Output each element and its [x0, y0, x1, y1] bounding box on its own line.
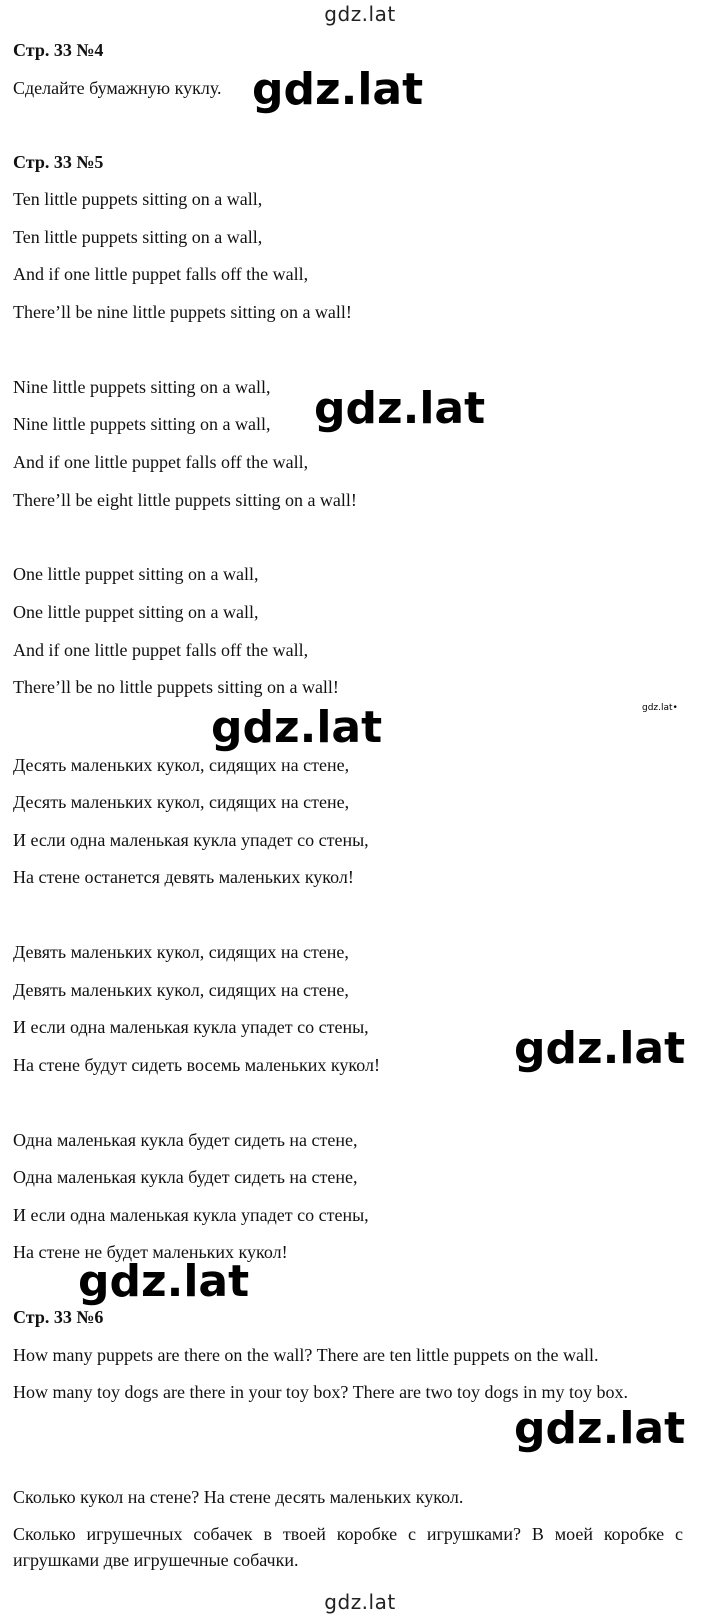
- poem-line: Ten little puppets sitting on a wall,: [13, 189, 263, 209]
- poem-line: There’ll be nine little puppets sitting on a wall!: [13, 302, 352, 322]
- task4-text: Сделайте бумажную куклу.: [13, 78, 222, 98]
- poem-line: На стене будут сидеть восемь маленьких кукол!: [13, 1055, 380, 1075]
- poem-line: And if one little puppet falls off the wall,: [13, 264, 309, 284]
- poem-line: На стене не будет маленьких кукол!: [13, 1242, 288, 1262]
- poem-line: And if one little puppet falls off the wall,: [13, 452, 309, 472]
- task5-heading: Стр. 33 №5: [13, 152, 104, 172]
- poem-line: Девять маленьких кукол, сидящих на стене,: [13, 942, 349, 962]
- watermark-small: gdz.lat•: [642, 703, 678, 713]
- poem-line: На стене останется девять маленьких кукол!: [13, 867, 354, 887]
- watermark: gdz.lat: [314, 383, 486, 434]
- task6-paragraph: Сколько кукол на стене? На стене десять маленьких кукол.: [13, 1487, 464, 1507]
- watermark: gdz.lat: [78, 1256, 250, 1307]
- watermark: gdz.lat: [252, 64, 424, 115]
- watermark: gdz.lat: [514, 1403, 686, 1454]
- poem-line: There’ll be no little puppets sitting on a wall!: [13, 677, 339, 697]
- task6-paragraph: Сколько игрушечных собачек в твоей коробке с игрушками? В моей коробке с игрушками две игрушечные собачки.: [13, 1524, 683, 1570]
- site-name-bottom: gdz.lat: [324, 1590, 396, 1614]
- poem-line: Nine little puppets sitting on a wall,: [13, 377, 271, 397]
- poem-line: Одна маленькая кукла будет сидеть на стене,: [13, 1130, 358, 1150]
- task6-paragraph: How many toy dogs are there in your toy box? There are two toy dogs in my toy box.: [13, 1382, 629, 1402]
- task6-paragraph: How many puppets are there on the wall? There are ten little puppets on the wall.: [13, 1345, 599, 1365]
- poem-line: Одна маленькая кукла будет сидеть на стене,: [13, 1167, 358, 1187]
- poem-line: One little puppet sitting on a wall,: [13, 602, 259, 622]
- poem-line: One little puppet sitting on a wall,: [13, 564, 259, 584]
- poem-line: И если одна маленькая кукла упадет со стены,: [13, 830, 369, 850]
- task4-heading: Стр. 33 №4: [13, 40, 104, 60]
- poem-line: And if one little puppet falls off the wall,: [13, 640, 309, 660]
- watermark: gdz.lat: [514, 1023, 686, 1074]
- poem-line: Девять маленьких кукол, сидящих на стене,: [13, 980, 349, 1000]
- poem-line: There’ll be eight little puppets sitting on a wall!: [13, 490, 357, 510]
- task6-heading: Стр. 33 №6: [13, 1307, 104, 1327]
- watermark: gdz.lat: [211, 702, 383, 753]
- poem-line: Nine little puppets sitting on a wall,: [13, 414, 271, 434]
- poem-line: И если одна маленькая кукла упадет со стены,: [13, 1205, 369, 1225]
- poem-line: И если одна маленькая кукла упадет со стены,: [13, 1017, 369, 1037]
- poem-line: Десять маленьких кукол, сидящих на стене,: [13, 755, 350, 775]
- poem-line: Десять маленьких кукол, сидящих на стене,: [13, 792, 350, 812]
- site-name-top: gdz.lat: [324, 2, 396, 26]
- poem-line: Ten little puppets sitting on a wall,: [13, 227, 263, 247]
